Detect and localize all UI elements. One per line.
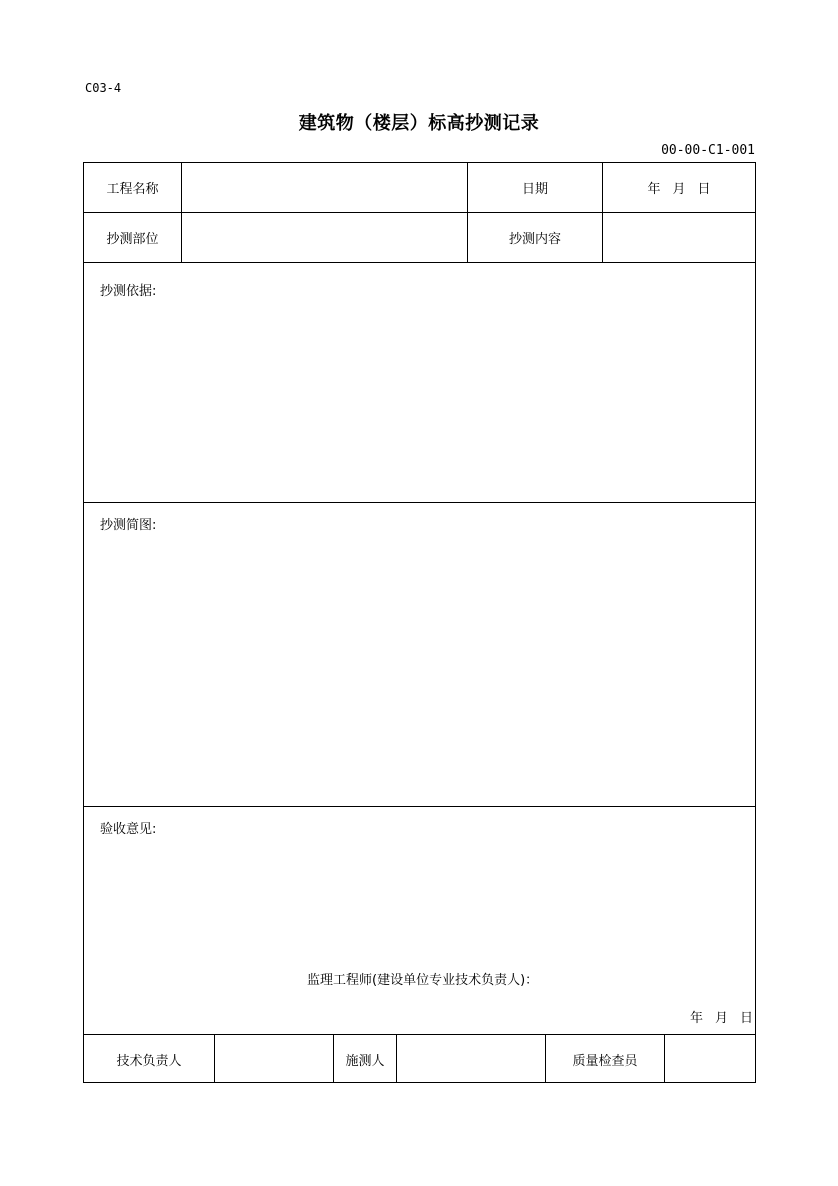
date-label: 日期	[521, 182, 548, 197]
tech-lead-label: 技术负责人	[116, 1053, 182, 1069]
project-name-label: 工程名称	[106, 182, 159, 197]
survey-sketch-area[interactable]	[84, 537, 755, 805]
acceptance-opinion-label: 验收意见:	[100, 822, 157, 837]
row-divider	[84, 502, 755, 503]
ack-year-label: 年	[689, 1011, 703, 1026]
page-title: 建筑物（楼层）标高抄测记录	[298, 113, 540, 134]
surveyor-field[interactable]	[397, 1035, 545, 1083]
surveyor-label: 施测人	[345, 1053, 385, 1069]
record-form-table	[83, 162, 756, 1083]
row-divider	[84, 806, 755, 807]
ack-day-label: 日	[739, 1011, 753, 1026]
survey-basis-area[interactable]	[84, 303, 755, 501]
document-number: 00-00-C1-001	[661, 143, 755, 158]
survey-content-field[interactable]	[603, 213, 755, 262]
survey-location-field[interactable]	[182, 213, 467, 262]
row-divider	[84, 262, 755, 263]
survey-location-label: 抄测部位	[106, 232, 159, 247]
project-name-field[interactable]	[182, 163, 467, 212]
acceptance-date[interactable]	[690, 1007, 753, 1026]
tech-lead-field[interactable]	[215, 1035, 333, 1083]
date-month-label: 月	[672, 182, 686, 197]
survey-basis-label: 抄测依据:	[100, 284, 157, 299]
survey-sketch-label: 抄测简图:	[100, 518, 157, 533]
date-day-label: 日	[697, 182, 711, 197]
date-field[interactable]	[603, 163, 755, 212]
qc-inspector-field[interactable]	[665, 1035, 755, 1083]
survey-content-label: 抄测内容	[508, 232, 561, 247]
ack-month-label: 月	[714, 1011, 728, 1026]
acceptance-opinion-area[interactable]	[84, 841, 755, 961]
supervisor-signature-label: 监理工程师(建设单位专业技术负责人)：	[307, 973, 539, 988]
date-year-label: 年	[647, 182, 661, 197]
qc-inspector-label: 质量检查员	[572, 1053, 638, 1069]
form-code: C03-4	[85, 81, 122, 95]
